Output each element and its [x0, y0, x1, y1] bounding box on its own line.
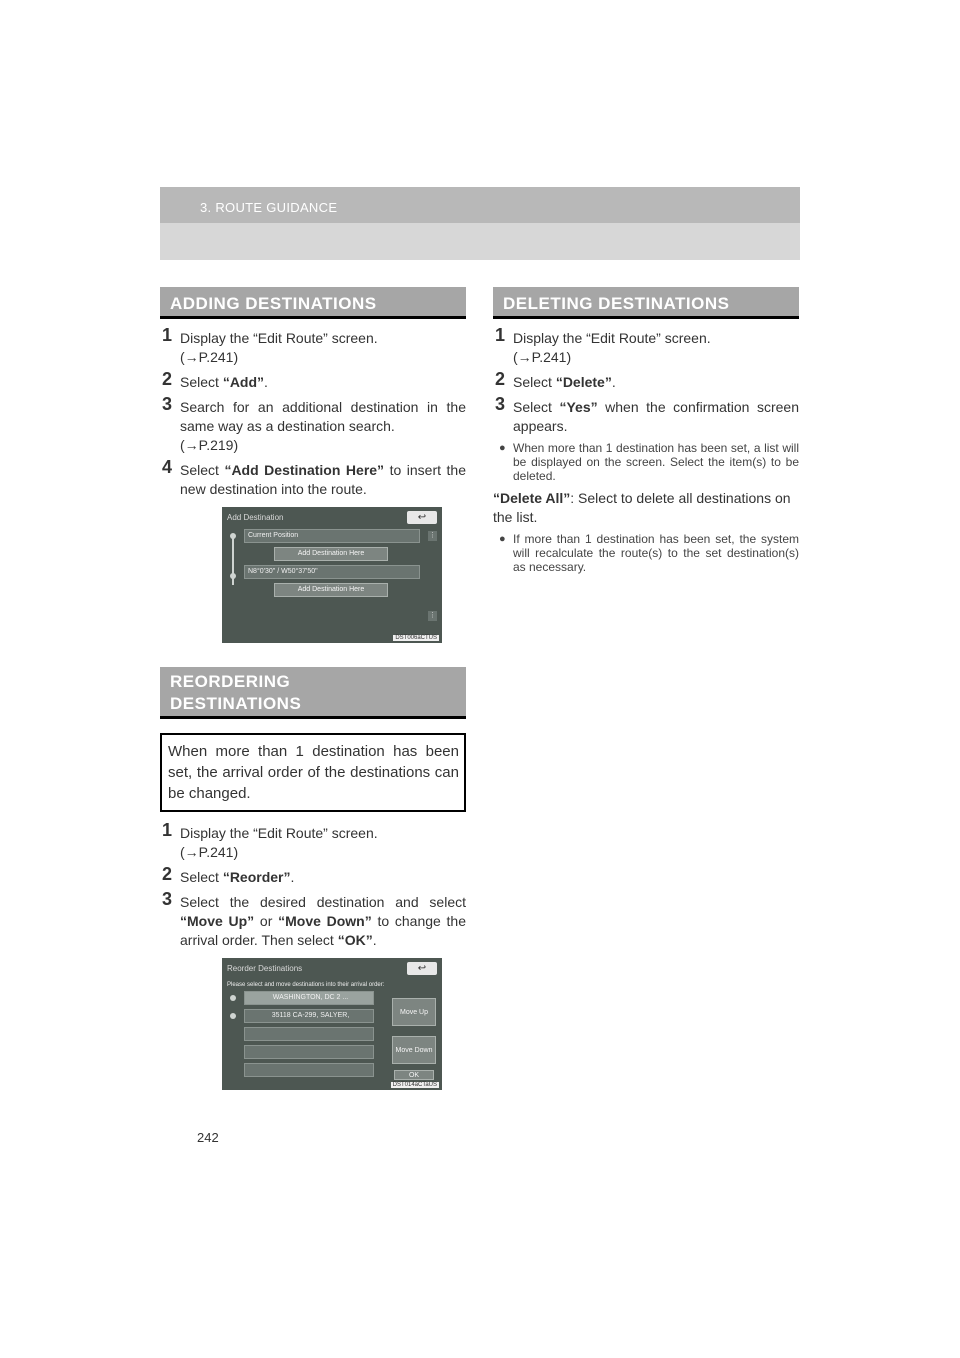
ok-button: OK	[394, 1070, 434, 1080]
back-icon: ↩	[407, 962, 437, 975]
screen-title: Reorder Destinations	[227, 964, 303, 973]
header-band	[160, 187, 800, 260]
reorder-step-2: 2 Select “Reorder”.	[162, 864, 295, 885]
page-reference: (→P.241)	[180, 349, 239, 365]
delete-all-description: “Delete All”: Select to delete all destinations on the list.	[493, 490, 791, 525]
reorder-step-3: 3 Select the desired destination and select “Move Up” or “Move Down” to change the arrival order. Then select “OK”.	[162, 889, 466, 948]
destination-row: N8°0'30" / W50°37'50"	[244, 565, 420, 579]
bullet-icon: ●	[499, 533, 506, 545]
add-destination-here-button: Add Destination Here	[274, 547, 388, 561]
delete-note-bullet: ● When more than 1 destination has been set, a list will be displayed on the screen. Select the item(s) to be deleted.	[499, 441, 799, 483]
page-number: 242	[197, 1130, 219, 1145]
destination-icon	[230, 1013, 236, 1019]
reorder-note: When more than 1 destination has been set, the arrival order of the destinations can be changed.	[160, 733, 466, 812]
section-label: 3. ROUTE GUIDANCE	[200, 200, 338, 215]
deleting-step-1: 1 Display the “Edit Route” screen. (→P.241)	[493, 329, 799, 367]
deleting-step-2: 2 Select “Delete”.	[495, 369, 616, 390]
instruction-text: Please select and move destinations into their arrival order:	[227, 982, 385, 988]
deleting-step-3: 3 Select “Yes” when the confirmation screen appears.	[495, 394, 799, 434]
empty-row	[244, 1027, 374, 1041]
page-reference: (→P.219)	[180, 437, 239, 453]
deleting-destinations-title: DELETING DESTINATIONS	[493, 287, 799, 319]
left-column	[160, 287, 466, 1090]
adding-step-4: 4 Select “Add Destination Here” to insert the new destination into the route.	[162, 457, 466, 497]
adding-step-2: 2 Select “Add”.	[162, 369, 268, 390]
page-reference: (→P.241)	[513, 349, 572, 365]
position-icon	[230, 533, 236, 539]
right-column	[493, 287, 799, 574]
page-reference: (→P.241)	[180, 844, 239, 860]
adding-destinations-title: ADDING DESTINATIONS	[160, 287, 466, 319]
back-icon: ↩	[407, 511, 437, 524]
screen-title: Add Destination	[227, 513, 284, 522]
current-position-row: Current Position	[244, 529, 420, 543]
destination-row-2: 35118 CA-299, SALYER,	[244, 1009, 374, 1023]
move-up-button: Move Up	[392, 998, 436, 1026]
reordering-destinations-title: REORDERING DESTINATIONS	[160, 667, 466, 719]
bullet-icon: ●	[499, 442, 506, 454]
recalculate-note-bullet: ● If more than 1 destination has been set, the system will recalculate the route(s) to the set destination(s) as necessary.	[499, 532, 799, 574]
destination-icon	[230, 573, 236, 579]
image-caption: DST014aCTaUS	[392, 1082, 437, 1088]
image-caption: DST006aCTUS	[395, 635, 437, 641]
destination-icon	[230, 995, 236, 1001]
reorder-step-1: 1 Display the “Edit Route” screen. (→P.241)	[160, 824, 466, 862]
scroll-down-icon: ⋮	[429, 612, 436, 619]
reorder-destinations-screenshot	[222, 958, 442, 1090]
destination-row-1: WASHINGTON, DC 2 ...	[244, 991, 374, 1005]
add-destination-here-button: Add Destination Here	[274, 583, 388, 597]
scroll-up-icon: ⋮	[429, 532, 436, 539]
add-destination-screenshot	[222, 507, 442, 643]
empty-row	[244, 1063, 374, 1077]
adding-step-3: 3 Search for an additional destination in the same way as a destination search. (→P.219)	[162, 394, 466, 453]
adding-step-1: 1 Display the “Edit Route” screen. (→P.241)	[160, 329, 466, 367]
empty-row	[244, 1045, 374, 1059]
header-strip	[160, 187, 800, 223]
move-down-button: Move Down	[392, 1036, 436, 1064]
